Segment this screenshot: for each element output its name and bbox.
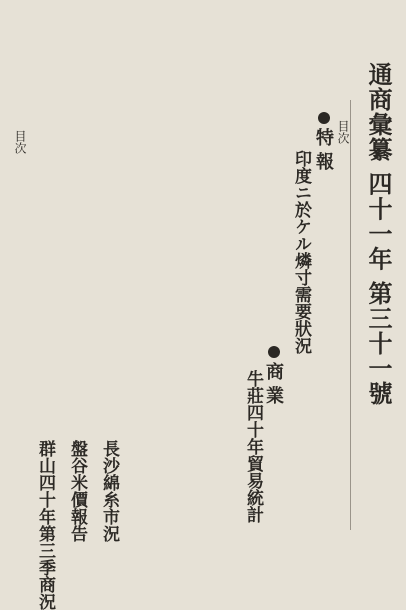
article-heading: 盤谷米價報告: [67, 440, 87, 542]
section-bullet-icon: [318, 112, 330, 124]
toc-header: 目次: [336, 120, 350, 144]
section-bullet-icon: [268, 346, 280, 358]
article-heading: 印度ニ於ケル燐寸需要狀況: [291, 150, 311, 354]
toc-footer-label: 目次: [13, 130, 27, 154]
article-heading: 牛莊四十年貿易統計: [243, 370, 263, 523]
masthead: 通商彙纂 四十一年 第三十一號: [364, 62, 393, 406]
column-divider: [350, 100, 351, 530]
article-heading: 長沙綿糸市況: [99, 440, 119, 542]
article-heading: 群山四十年第三季商況: [35, 440, 55, 610]
section-title: 商業: [263, 362, 284, 410]
section-title: 特報: [313, 128, 334, 176]
